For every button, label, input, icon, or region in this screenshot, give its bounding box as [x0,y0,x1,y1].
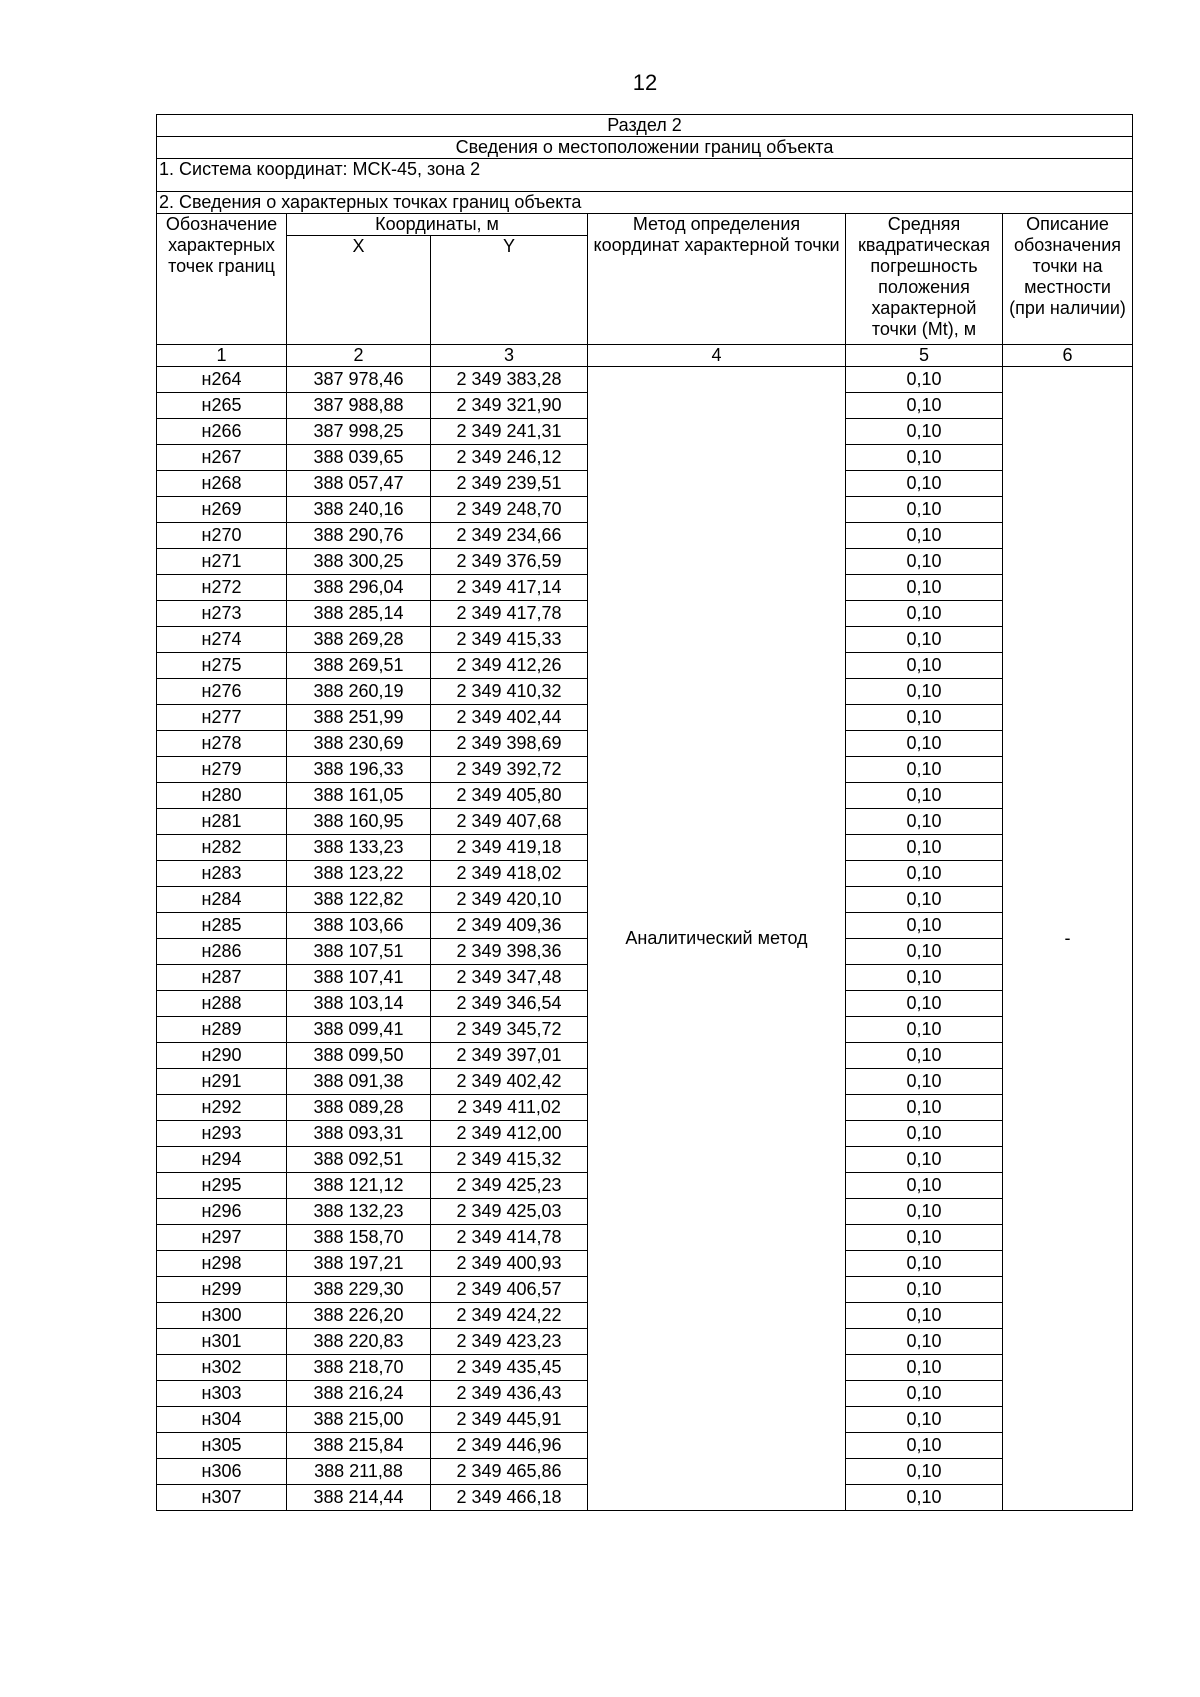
point-id: н302 [157,1355,287,1381]
point-x: 388 121,12 [287,1173,431,1199]
point-y: 2 349 345,72 [431,1017,588,1043]
point-accuracy: 0,10 [846,1043,1003,1069]
point-x: 388 057,47 [287,471,431,497]
point-id: н280 [157,783,287,809]
point-id: н298 [157,1251,287,1277]
point-id: н284 [157,887,287,913]
point-x: 388 220,83 [287,1329,431,1355]
point-accuracy: 0,10 [846,445,1003,471]
point-id: н288 [157,991,287,1017]
point-x: 388 215,84 [287,1433,431,1459]
point-id: н282 [157,835,287,861]
point-id: н278 [157,731,287,757]
point-x: 387 988,88 [287,393,431,419]
point-x: 388 269,28 [287,627,431,653]
header-method: Метод определения координат характерной точки [588,214,846,345]
point-id: н276 [157,679,287,705]
header-y: Y [431,236,588,345]
point-id: н273 [157,601,287,627]
point-y: 2 349 423,23 [431,1329,588,1355]
point-x: 388 251,99 [287,705,431,731]
point-y: 2 349 376,59 [431,549,588,575]
point-accuracy: 0,10 [846,1251,1003,1277]
point-accuracy: 0,10 [846,861,1003,887]
point-x: 388 122,82 [287,887,431,913]
page-number: 12 [632,70,658,95]
point-x: 388 039,65 [287,445,431,471]
point-accuracy: 0,10 [846,1121,1003,1147]
header-accuracy: Средняя квадратическая погрешность положения характерной точки (Mt), м [846,214,1003,345]
point-y: 2 349 246,12 [431,445,588,471]
point-y: 2 349 418,02 [431,861,588,887]
point-x: 388 099,41 [287,1017,431,1043]
point-y: 2 349 425,03 [431,1199,588,1225]
point-accuracy: 0,10 [846,835,1003,861]
point-id: н304 [157,1407,287,1433]
point-accuracy: 0,10 [846,523,1003,549]
point-y: 2 349 412,26 [431,653,588,679]
point-id: н286 [157,939,287,965]
column-number-3: 3 [431,345,588,367]
point-accuracy: 0,10 [846,1225,1003,1251]
point-y: 2 349 410,32 [431,679,588,705]
section-subtitle: Сведения о местоположении границ объекта [157,137,1133,159]
point-accuracy: 0,10 [846,575,1003,601]
point-x: 388 216,24 [287,1381,431,1407]
point-id: н271 [157,549,287,575]
point-x: 388 132,23 [287,1199,431,1225]
point-x: 388 103,66 [287,913,431,939]
point-y: 2 349 414,78 [431,1225,588,1251]
point-accuracy: 0,10 [846,939,1003,965]
point-y: 2 349 398,36 [431,939,588,965]
point-x: 388 197,21 [287,1251,431,1277]
point-x: 388 196,33 [287,757,431,783]
header-designation: Обозначение характерных точек границ [157,214,287,345]
point-x: 388 107,51 [287,939,431,965]
point-id: н265 [157,393,287,419]
point-accuracy: 0,10 [846,549,1003,575]
point-y: 2 349 417,78 [431,601,588,627]
header-x: X [287,236,431,345]
point-id: н292 [157,1095,287,1121]
point-x: 388 160,95 [287,809,431,835]
point-id: н289 [157,1017,287,1043]
point-accuracy: 0,10 [846,731,1003,757]
point-accuracy: 0,10 [846,1173,1003,1199]
point-id: н303 [157,1381,287,1407]
description-cell: - [1003,367,1133,1511]
points-title: 2. Сведения о характерных точках границ объекта [157,192,1133,214]
point-y: 2 349 415,32 [431,1147,588,1173]
point-y: 2 349 412,00 [431,1121,588,1147]
point-y: 2 349 239,51 [431,471,588,497]
method-cell: Аналитический метод [588,367,846,1511]
point-accuracy: 0,10 [846,471,1003,497]
point-y: 2 349 406,57 [431,1277,588,1303]
point-x: 388 240,16 [287,497,431,523]
point-id: н268 [157,471,287,497]
point-id: н285 [157,913,287,939]
point-id: н306 [157,1459,287,1485]
section-title: Раздел 2 [157,115,1133,137]
point-accuracy: 0,10 [846,1095,1003,1121]
point-y: 2 349 417,14 [431,575,588,601]
point-accuracy: 0,10 [846,1069,1003,1095]
point-id: н287 [157,965,287,991]
point-x: 388 091,38 [287,1069,431,1095]
point-accuracy: 0,10 [846,1433,1003,1459]
point-x: 388 226,20 [287,1303,431,1329]
point-x: 388 133,23 [287,835,431,861]
point-y: 2 349 321,90 [431,393,588,419]
point-x: 388 214,44 [287,1485,431,1511]
point-accuracy: 0,10 [846,1459,1003,1485]
point-accuracy: 0,10 [846,991,1003,1017]
header-coordinates: Координаты, м [287,214,588,236]
point-y: 2 349 248,70 [431,497,588,523]
point-x: 388 123,22 [287,861,431,887]
point-x: 388 260,19 [287,679,431,705]
column-number-6: 6 [1003,345,1133,367]
point-y: 2 349 407,68 [431,809,588,835]
point-x: 388 093,31 [287,1121,431,1147]
column-number-4: 4 [588,345,846,367]
point-x: 387 998,25 [287,419,431,445]
point-y: 2 349 415,33 [431,627,588,653]
point-y: 2 349 346,54 [431,991,588,1017]
point-x: 388 092,51 [287,1147,431,1173]
point-x: 388 218,70 [287,1355,431,1381]
point-accuracy: 0,10 [846,1329,1003,1355]
point-accuracy: 0,10 [846,393,1003,419]
point-accuracy: 0,10 [846,705,1003,731]
point-accuracy: 0,10 [846,783,1003,809]
point-accuracy: 0,10 [846,601,1003,627]
point-accuracy: 0,10 [846,497,1003,523]
point-x: 388 296,04 [287,575,431,601]
point-accuracy: 0,10 [846,1199,1003,1225]
point-accuracy: 0,10 [846,679,1003,705]
table-row [157,367,1133,393]
point-y: 2 349 383,28 [431,367,588,393]
point-y: 2 349 436,43 [431,1381,588,1407]
point-x: 388 211,88 [287,1459,431,1485]
point-y: 2 349 409,36 [431,913,588,939]
point-id: н266 [157,419,287,445]
point-x: 388 300,25 [287,549,431,575]
point-id: н300 [157,1303,287,1329]
point-id: н272 [157,575,287,601]
point-id: н290 [157,1043,287,1069]
point-accuracy: 0,10 [846,367,1003,393]
point-accuracy: 0,10 [846,1407,1003,1433]
header-description: Описание обозначения точки на местности (при наличии) [1003,214,1133,345]
point-y: 2 349 425,23 [431,1173,588,1199]
point-y: 2 349 424,22 [431,1303,588,1329]
column-number-5: 5 [846,345,1003,367]
point-id: н305 [157,1433,287,1459]
point-x: 388 215,00 [287,1407,431,1433]
point-y: 2 349 465,86 [431,1459,588,1485]
point-accuracy: 0,10 [846,1485,1003,1511]
point-accuracy: 0,10 [846,757,1003,783]
point-y: 2 349 445,91 [431,1407,588,1433]
point-id: н275 [157,653,287,679]
point-id: н281 [157,809,287,835]
point-accuracy: 0,10 [846,653,1003,679]
point-id: н264 [157,367,287,393]
point-id: н295 [157,1173,287,1199]
column-number-1: 1 [157,345,287,367]
point-accuracy: 0,10 [846,419,1003,445]
point-id: н283 [157,861,287,887]
point-x: 388 269,51 [287,653,431,679]
point-id: н267 [157,445,287,471]
point-accuracy: 0,10 [846,1303,1003,1329]
point-y: 2 349 466,18 [431,1485,588,1511]
point-accuracy: 0,10 [846,1277,1003,1303]
point-id: н279 [157,757,287,783]
point-y: 2 349 419,18 [431,835,588,861]
point-y: 2 349 392,72 [431,757,588,783]
point-y: 2 349 347,48 [431,965,588,991]
point-y: 2 349 397,01 [431,1043,588,1069]
point-accuracy: 0,10 [846,887,1003,913]
point-accuracy: 0,10 [846,809,1003,835]
point-accuracy: 0,10 [846,965,1003,991]
point-y: 2 349 400,93 [431,1251,588,1277]
point-accuracy: 0,10 [846,913,1003,939]
point-x: 388 161,05 [287,783,431,809]
point-id: н301 [157,1329,287,1355]
point-y: 2 349 435,45 [431,1355,588,1381]
point-y: 2 349 234,66 [431,523,588,549]
point-x: 388 103,14 [287,991,431,1017]
column-number-2: 2 [287,345,431,367]
point-y: 2 349 446,96 [431,1433,588,1459]
point-y: 2 349 420,10 [431,887,588,913]
point-id: н274 [157,627,287,653]
point-x: 388 089,28 [287,1095,431,1121]
point-x: 388 285,14 [287,601,431,627]
point-id: н291 [157,1069,287,1095]
point-id: н299 [157,1277,287,1303]
boundary-points-table [156,114,1133,1511]
point-y: 2 349 411,02 [431,1095,588,1121]
point-y: 2 349 402,42 [431,1069,588,1095]
point-accuracy: 0,10 [846,1381,1003,1407]
point-y: 2 349 402,44 [431,705,588,731]
point-id: н297 [157,1225,287,1251]
point-y: 2 349 241,31 [431,419,588,445]
point-accuracy: 0,10 [846,1147,1003,1173]
point-x: 388 290,76 [287,523,431,549]
point-x: 388 158,70 [287,1225,431,1251]
point-y: 2 349 405,80 [431,783,588,809]
point-y: 2 349 398,69 [431,731,588,757]
point-id: н294 [157,1147,287,1173]
point-x: 387 978,46 [287,367,431,393]
point-id: н270 [157,523,287,549]
point-x: 388 099,50 [287,1043,431,1069]
point-accuracy: 0,10 [846,627,1003,653]
point-x: 388 107,41 [287,965,431,991]
point-id: н307 [157,1485,287,1511]
coord-system: 1. Система координат: МСК-45, зона 2 [157,159,1133,192]
point-x: 388 229,30 [287,1277,431,1303]
point-id: н269 [157,497,287,523]
point-id: н293 [157,1121,287,1147]
point-accuracy: 0,10 [846,1355,1003,1381]
point-id: н277 [157,705,287,731]
point-x: 388 230,69 [287,731,431,757]
point-id: н296 [157,1199,287,1225]
point-accuracy: 0,10 [846,1017,1003,1043]
